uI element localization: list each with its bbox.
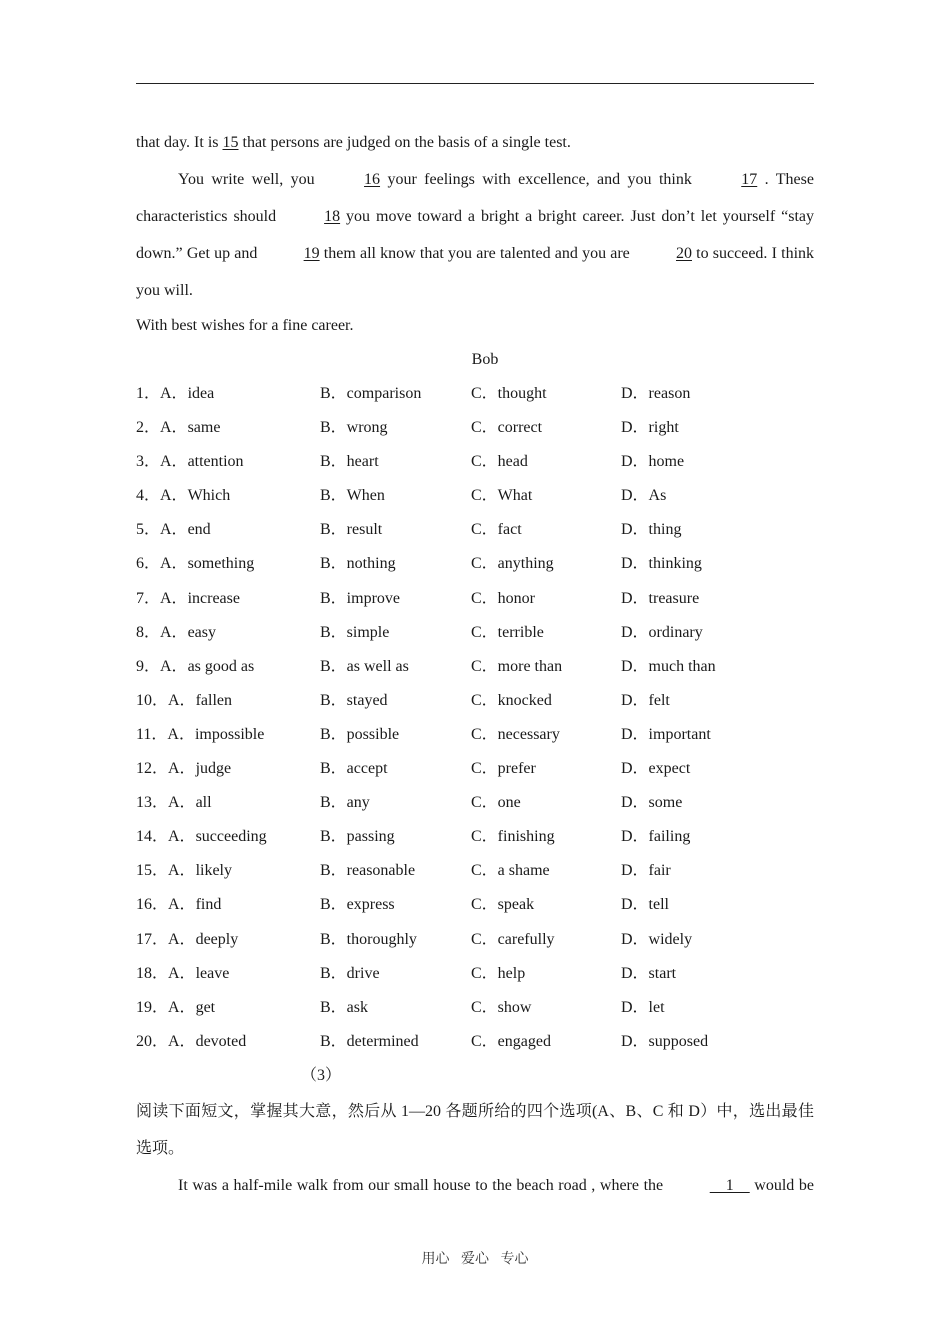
- option-d: D．treasure: [621, 589, 700, 607]
- option-a: [136, 752, 231, 786]
- section-label: （3）: [301, 1066, 342, 1084]
- option-c: C．engaged: [471, 1032, 551, 1050]
- option-a: [136, 411, 220, 445]
- option-c: C．speak: [471, 896, 535, 914]
- option-c: C．thought: [471, 385, 547, 402]
- option-b: B．reasonable: [320, 862, 416, 880]
- option-a-text: find: [195, 896, 222, 914]
- option-c: C．correct: [471, 419, 543, 437]
- option-d: D．widely: [621, 930, 693, 948]
- option-a-text: leave: [195, 964, 230, 982]
- option-row: [136, 991, 814, 1025]
- question-number: 3．A．: [136, 453, 188, 471]
- option-row: [136, 786, 814, 820]
- blank-1: 1: [709, 1176, 750, 1194]
- question-number: 17．A．: [136, 930, 196, 948]
- option-c: C．fact: [471, 521, 522, 539]
- option-a: [136, 820, 267, 854]
- letter-closing: With best wishes for a fine career.: [136, 317, 354, 334]
- passage-text: to succeed. I think you will.: [136, 245, 815, 299]
- option-row: [136, 582, 814, 616]
- passage-text: You write well, you: [178, 171, 323, 188]
- option-row: [136, 377, 814, 411]
- option-c: C．honor: [471, 589, 536, 607]
- option-a: [136, 957, 229, 991]
- passage-paragraph: [136, 161, 814, 309]
- question-number: 18．A．: [136, 964, 196, 982]
- passage-text: . These characteristics should: [136, 171, 814, 225]
- letter-signature: Bob: [471, 351, 499, 368]
- passage-text: It was a half-mile walk from our small house to the beach road , where the: [178, 1176, 668, 1194]
- option-d: D．failing: [621, 828, 691, 846]
- option-b: B．heart: [320, 453, 379, 471]
- option-b: B．thoroughly: [320, 930, 417, 948]
- option-b: B．as well as: [320, 657, 409, 675]
- option-a: [136, 888, 221, 922]
- option-row: [136, 923, 814, 957]
- option-row: [136, 1025, 814, 1059]
- passage-line: [136, 124, 814, 161]
- option-row: [136, 445, 814, 479]
- option-d: D．right: [621, 419, 679, 437]
- option-b: B．comparison: [320, 385, 422, 402]
- option-b: B．nothing: [320, 555, 396, 573]
- option-b: B．improve: [320, 589, 400, 607]
- option-row: [136, 684, 814, 718]
- blank-18: 18: [324, 208, 341, 225]
- option-c: C．prefer: [471, 760, 536, 778]
- option-b: B．possible: [320, 725, 400, 743]
- option-row: [136, 718, 814, 752]
- passage-text: would be: [749, 1176, 814, 1194]
- option-b: B．ask: [320, 998, 369, 1016]
- option-b: B．When: [320, 487, 385, 505]
- option-a: [136, 650, 254, 684]
- question-number: 20．A．: [136, 1032, 196, 1050]
- option-b: B．result: [320, 521, 383, 539]
- option-d: D．ordinary: [621, 623, 703, 641]
- passage-text: them all know that you are talented and you are: [319, 245, 634, 262]
- question-number: 7．A．: [136, 589, 188, 607]
- option-a: [136, 616, 216, 650]
- option-b: B．stayed: [320, 691, 388, 709]
- option-d: D．much than: [621, 657, 716, 675]
- section-instruction: 阅读下面短文，掌握其大意，然后从 1—20 各题所给的四个选项(A、B、C 和 D）中，选出最佳选项。: [136, 1102, 814, 1157]
- option-row: [136, 957, 814, 991]
- option-d: D．thinking: [621, 555, 702, 573]
- option-b: B．simple: [320, 623, 390, 641]
- option-a-text: judge: [195, 760, 232, 778]
- option-a-text: impossible: [194, 725, 265, 743]
- option-b: B．passing: [320, 828, 395, 846]
- question-number: 12．A．: [136, 760, 196, 778]
- option-c: C．necessary: [471, 725, 560, 743]
- option-a-text: idea: [187, 385, 215, 402]
- option-c: C．one: [471, 794, 521, 812]
- option-a: [136, 923, 238, 957]
- option-d: D．important: [621, 725, 711, 743]
- option-a-text: devoted: [195, 1032, 247, 1050]
- question-number: 6．A．: [136, 555, 188, 573]
- option-a-text: all: [195, 794, 212, 812]
- option-b: B．any: [320, 794, 370, 812]
- option-c: C．head: [471, 453, 528, 471]
- option-c: C．a shame: [471, 862, 550, 880]
- option-a-text: something: [187, 555, 255, 573]
- option-d: D．reason: [621, 385, 691, 402]
- option-b: B．determined: [320, 1032, 419, 1050]
- question-number: 13．A．: [136, 794, 196, 812]
- question-number: 16．A．: [136, 896, 196, 914]
- option-a: [136, 684, 232, 718]
- option-a-text: succeeding: [195, 828, 267, 846]
- option-b: B．express: [320, 896, 395, 914]
- option-row: [136, 616, 814, 650]
- option-row: [136, 752, 814, 786]
- option-d: D．fair: [621, 862, 671, 880]
- option-row: [136, 854, 814, 888]
- option-b: B．accept: [320, 760, 388, 778]
- option-a: [136, 377, 214, 411]
- question-number: 8．A．: [136, 623, 188, 641]
- option-a: [136, 479, 230, 513]
- question-number: 4．A．: [136, 487, 188, 505]
- option-a-text: as good as: [187, 657, 255, 675]
- option-c: C．carefully: [471, 930, 555, 948]
- option-a-text: Which: [187, 487, 231, 505]
- passage-text: your feelings with excellence, and you think: [380, 171, 700, 188]
- question-number: 2．A．: [136, 419, 188, 437]
- option-row: [136, 820, 814, 854]
- option-a-text: fallen: [195, 691, 232, 709]
- question-number: 14．A．: [136, 828, 196, 846]
- option-a-text: likely: [195, 862, 232, 880]
- option-a: [136, 1025, 246, 1059]
- option-c: C．terrible: [471, 623, 544, 641]
- option-a: [136, 445, 244, 479]
- option-d: D．supposed: [621, 1032, 709, 1050]
- question-number: 5．A．: [136, 521, 188, 539]
- blank-15: 15: [222, 134, 239, 151]
- question-number: 9．A．: [136, 657, 188, 675]
- option-c: C．more than: [471, 657, 563, 675]
- option-a: [136, 513, 211, 547]
- blank-16: 16: [364, 171, 381, 188]
- option-row: [136, 411, 814, 445]
- question-number: 10．A．: [136, 691, 196, 709]
- option-c: C．help: [471, 964, 526, 982]
- option-row: [136, 650, 814, 684]
- option-a-text: same: [187, 419, 221, 437]
- option-d: D．tell: [621, 896, 669, 914]
- option-c: C．finishing: [471, 828, 555, 846]
- option-d: D．expect: [621, 760, 691, 778]
- option-a: [136, 582, 240, 616]
- passage-paragraph: [136, 1167, 814, 1204]
- option-a-text: deeply: [195, 930, 239, 948]
- options-list: [136, 377, 814, 1059]
- option-d: D．home: [621, 453, 685, 471]
- blank-19: 19: [303, 245, 320, 262]
- page-footer: 用心 爱心 专心: [421, 1252, 529, 1267]
- option-row: [136, 547, 814, 581]
- question-number: 15．A．: [136, 862, 196, 880]
- option-d: D．some: [621, 794, 683, 812]
- question-number: 1．A．: [136, 385, 188, 402]
- option-d: D．As: [621, 487, 667, 505]
- header-rule: [136, 83, 814, 84]
- option-c: C．What: [471, 487, 533, 505]
- blank-20: 20: [675, 245, 692, 262]
- option-a: [136, 786, 212, 820]
- option-a: [136, 547, 254, 581]
- passage-text: that persons are judged on the basis of a single test.: [238, 134, 571, 151]
- option-c: C．anything: [471, 555, 554, 573]
- option-d: D．thing: [621, 521, 682, 539]
- option-a-text: get: [195, 998, 216, 1016]
- option-row: [136, 479, 814, 513]
- option-a: [136, 854, 232, 888]
- option-d: D．let: [621, 998, 665, 1016]
- passage-text: that day. It is: [136, 134, 223, 151]
- question-number: 19．A．: [136, 998, 196, 1016]
- option-a-text: attention: [187, 453, 244, 471]
- option-a-text: end: [187, 521, 211, 539]
- blank-17: 17: [741, 171, 758, 188]
- option-a: [136, 991, 215, 1025]
- option-d: D．start: [621, 964, 677, 982]
- option-a: [136, 718, 264, 752]
- option-b: B．wrong: [320, 419, 388, 437]
- option-c: C．show: [471, 998, 532, 1016]
- passage-text: you move toward a bright a bright career. Just don’t let yourself “stay down.” Get up and: [136, 208, 815, 262]
- option-b: B．drive: [320, 964, 380, 982]
- option-row: [136, 888, 814, 922]
- question-number: 11．A．: [136, 725, 195, 743]
- option-row: [136, 513, 814, 547]
- option-d: D．felt: [621, 691, 670, 709]
- option-a-text: increase: [187, 589, 240, 607]
- option-a-text: easy: [187, 623, 216, 641]
- page-content: [136, 124, 814, 1204]
- option-c: C．knocked: [471, 691, 552, 709]
